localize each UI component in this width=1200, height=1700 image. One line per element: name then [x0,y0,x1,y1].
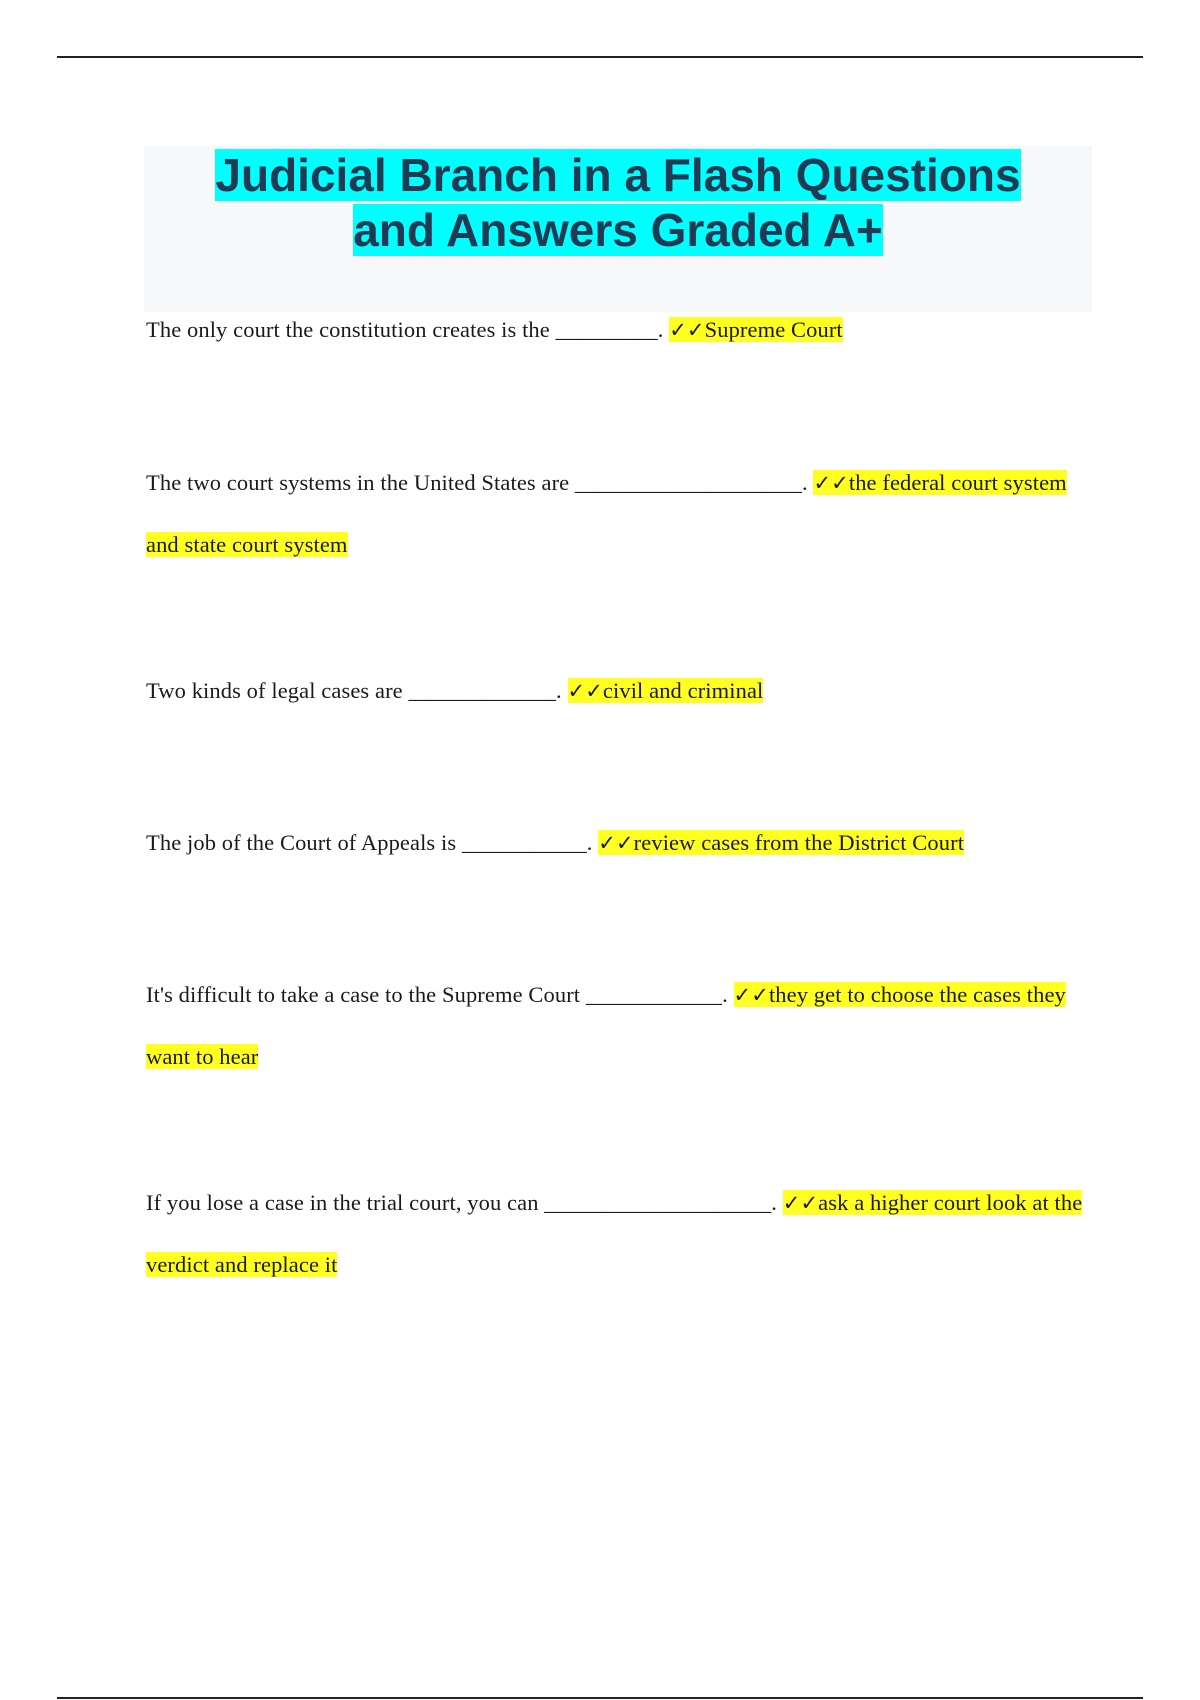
double-check-icon: ✓✓ [669,318,705,342]
answer-text: civil and criminal [602,678,764,703]
document-title [144,148,1092,258]
top-rule [57,56,1143,58]
double-check-icon: ✓✓ [598,831,634,855]
answer-text: ask a higher court look at the verdict and replace it [146,1190,1083,1277]
qa-item-1 [146,299,1096,361]
answer-text: review cases from the District Court [633,830,965,855]
title-line-1: Judicial Branch in a Flash Questions [215,149,1021,201]
answer-highlight [598,830,964,855]
question-text: The two court systems in the United States are ____________________. [146,470,814,495]
double-check-icon: ✓✓ [782,1191,819,1215]
double-check-icon: ✓✓ [813,471,849,495]
qa-item-3 [146,660,1096,722]
qa-item-2 [146,452,1096,575]
answer-highlight [568,678,764,703]
question-text: The job of the Court of Appeals is ___________. [146,830,599,855]
answer-highlight [669,317,843,342]
bottom-rule [57,1697,1143,1699]
answer-text: the federal court system and state court system [146,470,1067,557]
double-check-icon: ✓✓ [567,679,603,703]
double-check-icon: ✓✓ [733,983,769,1007]
answer-text: Supreme Court [704,317,843,342]
answer-text: they get to choose the cases they want to hear [146,982,1066,1069]
qa-item-5 [146,964,1096,1087]
question-text: The only court the constitution creates is the _________. [146,317,670,342]
qa-item-4 [146,812,1096,874]
title-line-2: and Answers Graded A+ [353,204,883,256]
question-text: Two kinds of legal cases are _____________. [146,678,568,703]
qa-item-6 [146,1172,1096,1295]
title-box [144,146,1092,312]
question-text: If you lose a case in the trial court, you can ____________________. [146,1190,783,1215]
question-text: It's difficult to take a case to the Supreme Court ____________. [146,982,734,1007]
